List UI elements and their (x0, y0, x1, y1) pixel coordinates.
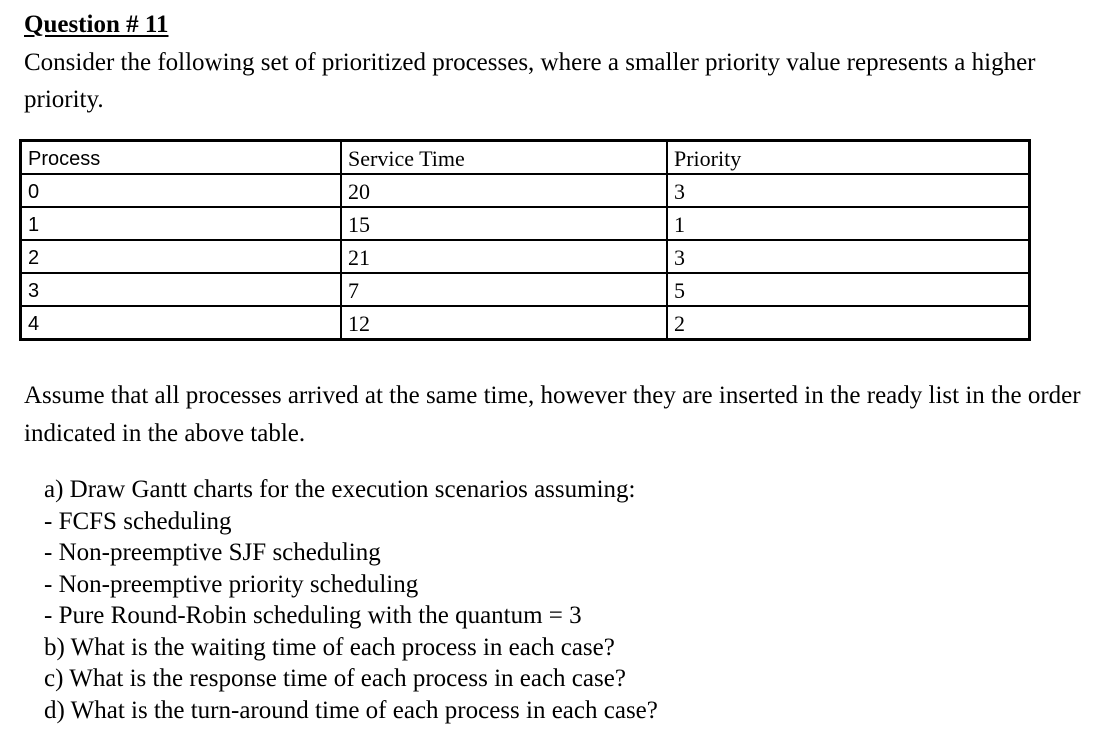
cell-process: 4 (22, 307, 342, 338)
header-process: Process (22, 142, 342, 175)
table-header-row (22, 142, 1028, 175)
process-table (19, 139, 1031, 341)
cell-service-time: 12 (342, 307, 668, 338)
part-c: c) What is the response time of each process in each case? (44, 665, 626, 692)
part-a-priority: - Non-preemptive priority scheduling (44, 570, 419, 598)
table-row (22, 307, 1028, 338)
cell-priority: 2 (674, 311, 685, 336)
part-a-fcfs: - FCFS scheduling (44, 507, 232, 535)
cell-priority: 3 (668, 175, 1028, 208)
header-service-time: Service Time (342, 142, 668, 175)
cell-priority: 5 (668, 274, 1028, 307)
question-intro: Consider the following set of prioritized processes, where a smaller priority value represents a higher priority. (24, 49, 1036, 113)
question-title: Question # 11 (24, 11, 169, 38)
cell-process: 2 (22, 241, 342, 274)
cell-service-time: 15 (342, 208, 668, 241)
table-row (22, 175, 1028, 208)
part-a-round-robin: - Pure Round-Robin scheduling with the quantum = 3 (44, 602, 582, 629)
table-row (22, 274, 1028, 307)
cell-service-time: 21 (342, 241, 668, 274)
cell-process: 1 (22, 208, 342, 241)
question-parts (44, 474, 658, 726)
part-b: b) What is the waiting time of each process in each case? (44, 633, 615, 661)
cell-service-time: 20 (342, 175, 668, 208)
part-a: a) Draw Gantt charts for the execution scenarios assuming: (44, 476, 636, 503)
cell-service-time: 7 (342, 274, 668, 307)
process-table-wrapper (19, 139, 1031, 341)
part-a-sjf: - Non-preemptive SJF scheduling (44, 539, 381, 566)
cell-process: 0 (22, 175, 342, 208)
header-priority: Priority (668, 142, 1028, 175)
cell-process: 3 (22, 274, 342, 307)
assumption-text: Assume that all processes arrived at the same time, however they are inserted in the ready list in the order indicated in the above table. (24, 382, 1081, 447)
cell-priority: 1 (668, 208, 1028, 241)
table-row (22, 208, 1028, 241)
cell-priority: 3 (668, 241, 1028, 274)
table-row (22, 241, 1028, 274)
part-d: d) What is the turn-around time of each process in each case? (44, 696, 658, 724)
